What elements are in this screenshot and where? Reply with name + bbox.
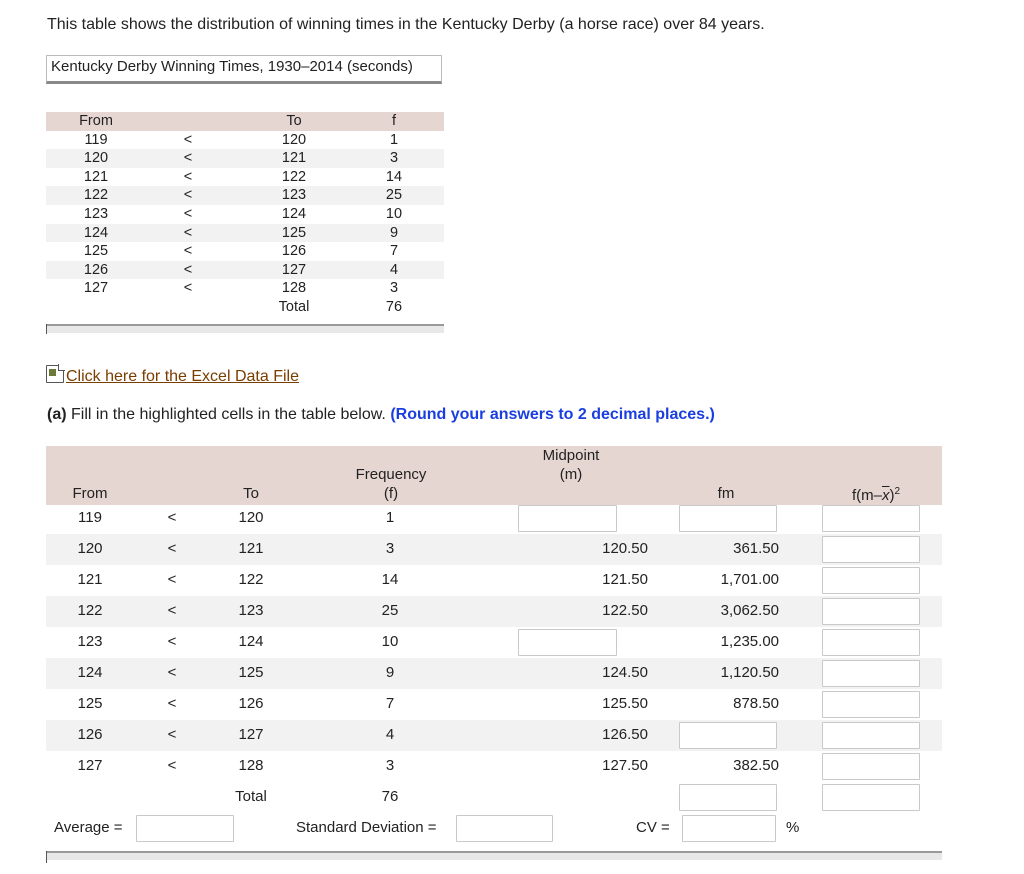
summary-row xyxy=(46,813,942,844)
frequency-line2: (f) xyxy=(383,485,399,502)
table1-header-from: From xyxy=(79,113,113,129)
table1-row xyxy=(46,186,444,205)
deviation-prefix: f(m– xyxy=(851,487,882,504)
deviation-input[interactable] xyxy=(822,722,920,749)
table1-total-row xyxy=(46,298,444,317)
table1-cell-to: 126 xyxy=(281,243,307,260)
table1-header-to: To xyxy=(286,113,302,129)
table2-cell-to: 121 xyxy=(238,540,264,557)
table1-row xyxy=(46,205,444,224)
table2-cell-m: 125.50 xyxy=(602,695,648,712)
table2-cell-from: 119 xyxy=(78,509,102,526)
table2-cell-lt: < xyxy=(167,633,177,650)
table2-cell-m: 127.50 xyxy=(602,757,648,774)
table1-row xyxy=(46,131,444,150)
table1-row xyxy=(46,224,444,243)
average-input[interactable] xyxy=(136,815,234,842)
table2-row xyxy=(46,689,942,720)
deviation-input[interactable] xyxy=(822,536,920,563)
deviation-input[interactable] xyxy=(822,505,920,532)
table2-cell-lt: < xyxy=(167,726,177,743)
table2-cell-to: 128 xyxy=(238,757,264,774)
table2-bottom-bar xyxy=(46,851,942,860)
table1-cell-from: 125 xyxy=(83,243,109,260)
table2-row xyxy=(46,534,942,565)
intro-text: This table shows the distribution of winning times in the Kentucky Derby (a horse race) over 84 years. xyxy=(47,16,765,33)
table1-cell-lt: < xyxy=(183,150,193,167)
table1-row xyxy=(46,261,444,280)
excel-file-icon[interactable] xyxy=(46,365,64,383)
table2-header-fm: fm xyxy=(717,485,735,502)
table1-cell-lt: < xyxy=(183,187,193,204)
table1-caption: Kentucky Derby Winning Times, 1930–2014 (seconds) xyxy=(46,55,442,84)
table2-cell-fm: 1,235.00 xyxy=(720,633,779,650)
midpoint-input[interactable] xyxy=(518,629,617,656)
sd-input[interactable] xyxy=(456,815,553,842)
sd-label: Standard Deviation = xyxy=(296,819,437,836)
table2-row xyxy=(46,720,942,751)
table2-row xyxy=(46,565,942,596)
table2-row xyxy=(46,596,942,627)
total-frequency: 76 xyxy=(381,788,399,805)
table1-cell-to: 122 xyxy=(281,168,307,185)
table2-cell-f: 10 xyxy=(381,633,399,650)
part-a-text: Fill in the highlighted cells in the table below. xyxy=(66,406,391,423)
table1-cell-to: 124 xyxy=(281,206,307,222)
table1-total-value: 76 xyxy=(385,299,403,315)
table2-row xyxy=(46,751,942,782)
deviation-exponent: 2 xyxy=(894,486,901,497)
deviation-input[interactable] xyxy=(822,660,920,687)
table2-header-to: To xyxy=(243,485,259,502)
table1-cell-f: 3 xyxy=(389,280,399,297)
table2-cell-from: 126 xyxy=(77,726,103,743)
table2-cell-fm: 1,701.00 xyxy=(720,571,779,588)
deviation-input[interactable] xyxy=(822,691,920,718)
table2-header xyxy=(46,446,942,505)
midpoint-line1: Midpoint xyxy=(542,447,600,464)
table2-cell-lt: < xyxy=(167,540,177,557)
cv-input[interactable] xyxy=(682,815,776,842)
table2-cell-to: 125 xyxy=(238,664,264,681)
table2-cell-m: 126.50 xyxy=(602,726,648,743)
deviation-suffix: ) xyxy=(889,487,895,504)
table2-cell-to: 126 xyxy=(238,695,264,712)
table2-cell-fm: 878.50 xyxy=(733,695,779,712)
table2-cell-lt: < xyxy=(167,571,177,588)
table2-cell-from: 124 xyxy=(77,664,103,681)
rounding-hint: (Round your answers to 2 decimal places.) xyxy=(390,406,715,423)
table1-cell-to: 120 xyxy=(281,131,307,148)
table1-cell-lt: < xyxy=(183,243,193,260)
percent-sign: % xyxy=(786,819,800,836)
midpoint-line2: (m) xyxy=(559,466,583,483)
table1-cell-f: 4 xyxy=(389,261,399,278)
table2-cell-lt: < xyxy=(167,695,177,712)
table2-cell-to: 122 xyxy=(238,571,264,588)
table2-row xyxy=(46,658,942,689)
table1-header-f: f xyxy=(391,113,397,129)
table2-cell-to: 124 xyxy=(238,633,264,650)
table1-cell-lt: < xyxy=(183,280,193,297)
table1-cell-to: 123 xyxy=(281,187,307,204)
table1-cell-to: 125 xyxy=(281,224,307,241)
table1-body xyxy=(46,84,444,329)
table2-cell-f: 3 xyxy=(385,757,395,774)
part-a-label: (a) xyxy=(47,406,67,423)
table1-cell-f: 1 xyxy=(389,131,399,148)
deviation-input[interactable] xyxy=(822,598,920,625)
table2-cell-fm: 3,062.50 xyxy=(720,602,779,619)
table2-cell-f: 14 xyxy=(381,571,399,588)
table1-cell-to: 128 xyxy=(281,280,307,297)
table1-corner xyxy=(46,324,47,334)
frequency-line1: Frequency xyxy=(355,466,427,483)
table2-cell-m: 120.50 xyxy=(602,540,648,557)
table1-row xyxy=(46,168,444,187)
table2-cell-lt: < xyxy=(167,509,177,526)
table2-header-deviation xyxy=(836,482,916,505)
table1-header xyxy=(46,112,444,131)
table1-cell-from: 126 xyxy=(83,261,109,278)
table2-cell-from: 123 xyxy=(77,633,103,650)
table1-cell-f: 9 xyxy=(389,224,399,241)
table2-total-row xyxy=(46,782,942,813)
table1-cell-from: 124 xyxy=(83,224,109,241)
xbar-symbol: $\overline{x}$ xyxy=(881,487,890,504)
table2-cell-from: 127 xyxy=(77,757,103,774)
table1-cell-f: 3 xyxy=(389,150,399,167)
table2-row xyxy=(46,503,942,534)
table2-cell-from: 122 xyxy=(77,602,103,619)
table2-cell-m: 122.50 xyxy=(602,602,648,619)
table1-cell-lt: < xyxy=(183,261,193,278)
table1-cell-from: 121 xyxy=(83,168,109,185)
table1-cell-from: 119 xyxy=(84,131,108,148)
table2-cell-fm: 361.50 xyxy=(733,540,779,557)
cv-label: CV = xyxy=(636,819,670,836)
table2-header-midpoint xyxy=(516,446,626,484)
table2-cell-f: 1 xyxy=(385,509,395,526)
table2-row xyxy=(46,627,942,658)
table1-cell-to: 127 xyxy=(281,261,307,278)
deviation-input[interactable] xyxy=(822,567,920,594)
table1-cell-lt: < xyxy=(183,168,193,185)
fm-input[interactable] xyxy=(679,505,777,532)
total-fm-input[interactable] xyxy=(679,784,777,811)
table2-header-frequency xyxy=(336,465,446,503)
table1-cell-from: 120 xyxy=(83,150,109,167)
table2-cell-fm: 1,120.50 xyxy=(720,664,779,681)
table1-cell-f: 25 xyxy=(385,187,403,204)
table1-cell-f: 14 xyxy=(385,168,403,185)
fm-input[interactable] xyxy=(679,722,777,749)
table2-cell-to: 127 xyxy=(238,726,264,743)
table1-cell-f: 7 xyxy=(389,243,399,260)
table1-cell-lt: < xyxy=(183,206,193,222)
deviation-input[interactable] xyxy=(822,753,920,780)
table2-cell-f: 9 xyxy=(385,664,395,681)
table2-corner xyxy=(46,851,47,863)
part-a-instructions xyxy=(47,406,715,424)
table1-total-label: Total xyxy=(278,299,310,315)
table2-cell-from: 121 xyxy=(77,571,103,588)
table2-cell-f: 4 xyxy=(385,726,395,743)
average-label: Average = xyxy=(54,819,123,836)
total-label: Total xyxy=(235,788,267,805)
table2-cell-from: 120 xyxy=(77,540,103,557)
table2-cell-f: 25 xyxy=(381,602,399,619)
table2-header-from: From xyxy=(72,485,108,502)
table1-cell-f: 10 xyxy=(385,206,403,222)
table2-cell-lt: < xyxy=(167,664,177,681)
table1-cell-from: 123 xyxy=(83,206,109,222)
table2-cell-to: 123 xyxy=(238,602,264,619)
table1-bottom-bar xyxy=(46,324,444,333)
table2-cell-fm: 382.50 xyxy=(733,757,779,774)
table1-cell-lt: < xyxy=(183,131,193,148)
table1-cell-to: 121 xyxy=(281,150,307,167)
table2-cell-lt: < xyxy=(167,757,177,774)
excel-link-row xyxy=(46,365,299,387)
table2-cell-f: 7 xyxy=(385,695,395,712)
table1-cell-from: 127 xyxy=(83,280,109,297)
table2-cell-lt: < xyxy=(167,602,177,619)
deviation-input[interactable] xyxy=(822,629,920,656)
table2-cell-m: 124.50 xyxy=(602,664,648,681)
table1-row xyxy=(46,279,444,298)
excel-data-link[interactable]: Click here for the Excel Data File xyxy=(66,368,299,385)
table1-cell-lt: < xyxy=(183,224,193,241)
table2-cell-m: 121.50 xyxy=(602,571,648,588)
table2-cell-from: 125 xyxy=(77,695,103,712)
table1-row xyxy=(46,242,444,261)
table1-row xyxy=(46,149,444,168)
table2-cell-f: 3 xyxy=(385,540,395,557)
midpoint-input[interactable] xyxy=(518,505,617,532)
table1-cell-from: 122 xyxy=(83,187,109,204)
table2-cell-to: 120 xyxy=(238,509,264,526)
total-deviation-input[interactable] xyxy=(822,784,920,811)
